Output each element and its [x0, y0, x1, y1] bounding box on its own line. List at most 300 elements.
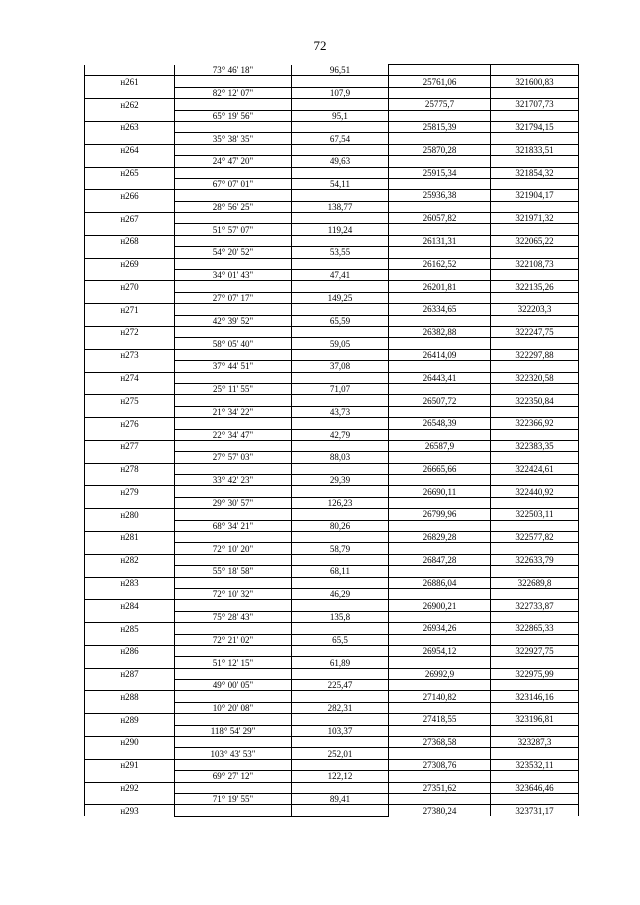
point-id-cell: н266 [85, 190, 175, 201]
table-row-segment [85, 270, 579, 281]
length-cell [292, 486, 389, 497]
point-id-cell [85, 497, 175, 508]
angle-cell: 72° 10' 32" [175, 588, 292, 599]
x-coordinate-cell: 25815,39 [389, 121, 491, 132]
angle-cell: 69° 27' 12" [175, 771, 292, 782]
y-coordinate-cell [491, 87, 579, 98]
table-row-segment [85, 588, 579, 599]
y-coordinate-cell [491, 156, 579, 167]
length-cell: 252,01 [292, 748, 389, 759]
point-id-cell: н287 [85, 668, 175, 679]
point-id-cell [85, 771, 175, 782]
length-cell [292, 714, 389, 725]
angle-cell: 75° 28' 43" [175, 611, 292, 622]
length-cell [292, 737, 389, 748]
angle-cell [175, 759, 292, 770]
point-id-cell [85, 611, 175, 622]
table-row-point [85, 190, 579, 201]
point-id-cell [85, 475, 175, 486]
point-id-cell: н278 [85, 463, 175, 474]
x-coordinate-cell: 26847,28 [389, 554, 491, 565]
x-coordinate-cell: 26162,52 [389, 258, 491, 269]
coordinates-table [84, 64, 579, 817]
point-id-cell [85, 247, 175, 258]
x-coordinate-cell: 26587,9 [389, 440, 491, 451]
point-id-cell [85, 566, 175, 577]
point-id-cell: н284 [85, 600, 175, 611]
point-id-cell: н283 [85, 577, 175, 588]
x-coordinate-cell: 26900,21 [389, 600, 491, 611]
length-cell [292, 463, 389, 474]
table-row-segment [85, 383, 579, 394]
x-coordinate-cell [389, 657, 491, 668]
y-coordinate-cell: 322203,3 [491, 304, 579, 315]
table-row-point [85, 691, 579, 702]
table-row-segment [85, 520, 579, 531]
angle-cell: 42° 39' 52" [175, 315, 292, 326]
length-cell: 68,11 [292, 566, 389, 577]
table-row-segment [85, 611, 579, 622]
length-cell: 107,9 [292, 87, 389, 98]
x-coordinate-cell: 26886,04 [389, 577, 491, 588]
y-coordinate-cell: 321971,32 [491, 213, 579, 224]
x-coordinate-cell [389, 771, 491, 782]
y-coordinate-cell: 321600,83 [491, 76, 579, 87]
table-row-point [85, 805, 579, 816]
angle-cell: 72° 21' 02" [175, 634, 292, 645]
length-cell: 103,37 [292, 725, 389, 736]
length-cell [292, 509, 389, 520]
y-coordinate-cell [491, 110, 579, 121]
point-id-cell [85, 110, 175, 121]
x-coordinate-cell [389, 383, 491, 394]
y-coordinate-cell [491, 588, 579, 599]
y-coordinate-cell: 322440,92 [491, 486, 579, 497]
x-coordinate-cell [389, 270, 491, 281]
table-row-segment [85, 338, 579, 349]
y-coordinate-cell [491, 680, 579, 691]
y-coordinate-cell [491, 361, 579, 372]
length-cell [292, 235, 389, 246]
table-row-point [85, 281, 579, 292]
table-row-segment [85, 292, 579, 303]
angle-cell: 68° 34' 21" [175, 520, 292, 531]
point-id-cell [85, 748, 175, 759]
y-coordinate-cell [491, 201, 579, 212]
angle-cell [175, 99, 292, 110]
x-coordinate-cell: 26443,41 [389, 372, 491, 383]
x-coordinate-cell [389, 680, 491, 691]
y-coordinate-cell: 321904,17 [491, 190, 579, 201]
angle-cell [175, 737, 292, 748]
x-coordinate-cell [389, 588, 491, 599]
y-coordinate-cell [491, 65, 579, 76]
x-coordinate-cell: 26690,11 [389, 486, 491, 497]
point-id-cell: н273 [85, 349, 175, 360]
angle-cell [175, 600, 292, 611]
point-id-cell: н269 [85, 258, 175, 269]
point-id-cell: н277 [85, 440, 175, 451]
x-coordinate-cell [389, 634, 491, 645]
angle-cell: 24° 47' 20" [175, 156, 292, 167]
table-row-point [85, 600, 579, 611]
length-cell: 138,77 [292, 201, 389, 212]
point-id-cell [85, 292, 175, 303]
y-coordinate-cell: 322350,84 [491, 395, 579, 406]
point-id-cell [85, 270, 175, 281]
table-row-segment [85, 566, 579, 577]
table-row-segment [85, 702, 579, 713]
angle-cell [175, 258, 292, 269]
angle-cell: 82° 12' 07" [175, 87, 292, 98]
table-row-segment [85, 748, 579, 759]
length-cell: 59,05 [292, 338, 389, 349]
point-id-cell [85, 87, 175, 98]
angle-cell [175, 395, 292, 406]
x-coordinate-cell: 26665,66 [389, 463, 491, 474]
point-id-cell: н262 [85, 99, 175, 110]
table-row-point [85, 235, 579, 246]
table-row-point [85, 213, 579, 224]
x-coordinate-cell: 25915,34 [389, 167, 491, 178]
y-coordinate-cell: 322975,99 [491, 668, 579, 679]
x-coordinate-cell: 26382,88 [389, 326, 491, 337]
length-cell [292, 395, 389, 406]
table-row-point [85, 76, 579, 87]
x-coordinate-cell [389, 611, 491, 622]
table-row-segment [85, 634, 579, 645]
y-coordinate-cell [491, 497, 579, 508]
length-cell [292, 121, 389, 132]
table-row-segment [85, 247, 579, 258]
table-row-point [85, 486, 579, 497]
y-coordinate-cell: 322733,87 [491, 600, 579, 611]
table-row-point [85, 304, 579, 315]
x-coordinate-cell [389, 794, 491, 805]
length-cell: 96,51 [292, 65, 389, 76]
angle-cell [175, 213, 292, 224]
angle-cell: 49° 00' 05" [175, 680, 292, 691]
y-coordinate-cell: 321794,15 [491, 121, 579, 132]
y-coordinate-cell: 323731,17 [491, 805, 579, 816]
angle-cell [175, 372, 292, 383]
length-cell [292, 76, 389, 87]
x-coordinate-cell [389, 361, 491, 372]
point-id-cell [85, 315, 175, 326]
y-coordinate-cell: 322383,35 [491, 440, 579, 451]
x-coordinate-cell [389, 725, 491, 736]
length-cell [292, 623, 389, 634]
y-coordinate-cell: 322424,61 [491, 463, 579, 474]
table-row-segment [85, 406, 579, 417]
angle-cell: 35° 38' 35" [175, 133, 292, 144]
point-id-cell: н271 [85, 304, 175, 315]
table-row-point [85, 737, 579, 748]
length-cell: 42,79 [292, 429, 389, 440]
y-coordinate-cell [491, 748, 579, 759]
point-id-cell: н265 [85, 167, 175, 178]
x-coordinate-cell: 27140,82 [389, 691, 491, 702]
page-number: 72 [313, 38, 327, 53]
point-id-cell [85, 156, 175, 167]
table-row-point [85, 167, 579, 178]
x-coordinate-cell: 26992,9 [389, 668, 491, 679]
x-coordinate-cell: 27380,24 [389, 805, 491, 816]
length-cell: 67,54 [292, 133, 389, 144]
x-coordinate-cell: 26934,26 [389, 623, 491, 634]
length-cell: 88,03 [292, 452, 389, 463]
length-cell [292, 326, 389, 337]
x-coordinate-cell: 26548,39 [389, 418, 491, 429]
angle-cell: 118° 54' 29" [175, 725, 292, 736]
table-row-segment [85, 133, 579, 144]
table-row-point [85, 395, 579, 406]
angle-cell [175, 805, 292, 816]
table-row-point [85, 440, 579, 451]
x-coordinate-cell [389, 292, 491, 303]
length-cell: 29,39 [292, 475, 389, 486]
y-coordinate-cell [491, 725, 579, 736]
y-coordinate-cell: 322320,58 [491, 372, 579, 383]
point-id-cell [85, 794, 175, 805]
y-coordinate-cell: 322297,88 [491, 349, 579, 360]
y-coordinate-cell [491, 247, 579, 258]
length-cell: 282,31 [292, 702, 389, 713]
length-cell: 122,12 [292, 771, 389, 782]
point-id-cell [85, 634, 175, 645]
y-coordinate-cell: 323532,11 [491, 759, 579, 770]
angle-cell: 72° 10' 20" [175, 543, 292, 554]
length-cell: 65,5 [292, 634, 389, 645]
angle-cell: 67° 07' 01" [175, 178, 292, 189]
angle-cell [175, 190, 292, 201]
table-row-point [85, 121, 579, 132]
y-coordinate-cell [491, 224, 579, 235]
angle-cell: 34° 01' 43" [175, 270, 292, 281]
length-cell: 126,23 [292, 497, 389, 508]
y-coordinate-cell [491, 634, 579, 645]
angle-cell [175, 623, 292, 634]
length-cell [292, 190, 389, 201]
point-id-cell [85, 361, 175, 372]
y-coordinate-cell [491, 292, 579, 303]
length-cell [292, 349, 389, 360]
angle-cell: 54° 20' 52" [175, 247, 292, 258]
table-row-segment [85, 497, 579, 508]
angle-cell [175, 532, 292, 543]
length-cell: 135,8 [292, 611, 389, 622]
point-id-cell [85, 65, 175, 76]
y-coordinate-cell [491, 452, 579, 463]
point-id-cell: н267 [85, 213, 175, 224]
angle-cell [175, 167, 292, 178]
point-id-cell [85, 680, 175, 691]
length-cell: 53,55 [292, 247, 389, 258]
angle-cell: 37° 44' 51" [175, 361, 292, 372]
y-coordinate-cell: 323196,81 [491, 714, 579, 725]
point-id-cell [85, 178, 175, 189]
x-coordinate-cell: 26201,81 [389, 281, 491, 292]
point-id-cell: н279 [85, 486, 175, 497]
length-cell: 37,08 [292, 361, 389, 372]
x-coordinate-cell [389, 497, 491, 508]
x-coordinate-cell: 25936,38 [389, 190, 491, 201]
angle-cell: 25° 11' 55" [175, 383, 292, 394]
table-row-point [85, 144, 579, 155]
y-coordinate-cell: 322865,33 [491, 623, 579, 634]
point-id-cell: н268 [85, 235, 175, 246]
x-coordinate-cell [389, 178, 491, 189]
point-id-cell [85, 201, 175, 212]
length-cell [292, 304, 389, 315]
x-coordinate-cell: 26414,09 [389, 349, 491, 360]
angle-cell: 51° 57' 07" [175, 224, 292, 235]
y-coordinate-cell [491, 315, 579, 326]
y-coordinate-cell [491, 270, 579, 281]
y-coordinate-cell [491, 702, 579, 713]
angle-cell: 33° 42' 23" [175, 475, 292, 486]
point-id-cell [85, 383, 175, 394]
x-coordinate-cell: 27308,76 [389, 759, 491, 770]
angle-cell: 58° 05' 40" [175, 338, 292, 349]
x-coordinate-cell: 26507,72 [389, 395, 491, 406]
table-row-point [85, 326, 579, 337]
length-cell [292, 99, 389, 110]
y-coordinate-cell: 322135,26 [491, 281, 579, 292]
x-coordinate-cell [389, 543, 491, 554]
table-row-segment [85, 156, 579, 167]
table-row-point [85, 645, 579, 656]
length-cell [292, 258, 389, 269]
x-coordinate-cell: 25870,28 [389, 144, 491, 155]
table-row-point [85, 418, 579, 429]
x-coordinate-cell [389, 566, 491, 577]
x-coordinate-cell [389, 247, 491, 258]
angle-cell [175, 440, 292, 451]
y-coordinate-cell [491, 475, 579, 486]
point-id-cell [85, 429, 175, 440]
x-coordinate-cell: 27368,58 [389, 737, 491, 748]
length-cell [292, 600, 389, 611]
table-row-point [85, 668, 579, 679]
length-cell [292, 167, 389, 178]
x-coordinate-cell: 25761,06 [389, 76, 491, 87]
angle-cell [175, 509, 292, 520]
point-id-cell: н276 [85, 418, 175, 429]
y-coordinate-cell [491, 543, 579, 554]
point-id-cell [85, 588, 175, 599]
y-coordinate-cell: 322927,75 [491, 645, 579, 656]
y-coordinate-cell: 322108,73 [491, 258, 579, 269]
point-id-cell: н264 [85, 144, 175, 155]
angle-cell: 10° 20' 08" [175, 702, 292, 713]
angle-cell [175, 76, 292, 87]
angle-cell: 51° 12' 15" [175, 657, 292, 668]
angle-cell [175, 281, 292, 292]
length-cell: 71,07 [292, 383, 389, 394]
table-row-segment [85, 452, 579, 463]
table-row-segment [85, 110, 579, 121]
point-id-cell [85, 406, 175, 417]
x-coordinate-cell [389, 452, 491, 463]
y-coordinate-cell [491, 794, 579, 805]
length-cell: 149,25 [292, 292, 389, 303]
y-coordinate-cell [491, 611, 579, 622]
y-coordinate-cell: 322247,75 [491, 326, 579, 337]
y-coordinate-cell: 321833,51 [491, 144, 579, 155]
table-row-segment [85, 475, 579, 486]
table-row-point [85, 258, 579, 269]
table-row-segment [85, 429, 579, 440]
point-id-cell: н275 [85, 395, 175, 406]
point-id-cell: н263 [85, 121, 175, 132]
point-id-cell: н291 [85, 759, 175, 770]
point-id-cell: н292 [85, 782, 175, 793]
angle-cell: 71° 19' 55" [175, 794, 292, 805]
angle-cell [175, 782, 292, 793]
table-row-segment [85, 315, 579, 326]
angle-cell [175, 121, 292, 132]
table-row-segment [85, 65, 579, 76]
angle-cell [175, 418, 292, 429]
table-row-segment [85, 178, 579, 189]
length-cell [292, 782, 389, 793]
x-coordinate-cell [389, 156, 491, 167]
y-coordinate-cell [491, 771, 579, 782]
x-coordinate-cell [389, 748, 491, 759]
x-coordinate-cell [389, 315, 491, 326]
x-coordinate-cell: 27351,62 [389, 782, 491, 793]
angle-cell [175, 349, 292, 360]
table-row-point [85, 759, 579, 770]
length-cell [292, 532, 389, 543]
table-row-point [85, 577, 579, 588]
angle-cell: 29° 30' 57" [175, 497, 292, 508]
x-coordinate-cell: 26334,65 [389, 304, 491, 315]
point-id-cell: н272 [85, 326, 175, 337]
y-coordinate-cell: 322065,22 [491, 235, 579, 246]
length-cell: 95,1 [292, 110, 389, 121]
y-coordinate-cell [491, 657, 579, 668]
angle-cell [175, 326, 292, 337]
table-row-segment [85, 543, 579, 554]
x-coordinate-cell: 26954,12 [389, 645, 491, 656]
y-coordinate-cell: 323287,3 [491, 737, 579, 748]
length-cell [292, 418, 389, 429]
y-coordinate-cell: 322633,79 [491, 554, 579, 565]
table-row-segment [85, 87, 579, 98]
point-id-cell [85, 338, 175, 349]
x-coordinate-cell [389, 110, 491, 121]
angle-cell [175, 235, 292, 246]
point-id-cell: н286 [85, 645, 175, 656]
point-id-cell [85, 133, 175, 144]
length-cell: 225,47 [292, 680, 389, 691]
y-coordinate-cell: 323646,46 [491, 782, 579, 793]
angle-cell: 55° 18' 58" [175, 566, 292, 577]
angle-cell [175, 691, 292, 702]
angle-cell [175, 554, 292, 565]
angle-cell [175, 144, 292, 155]
point-id-cell: н289 [85, 714, 175, 725]
length-cell [292, 372, 389, 383]
angle-cell: 28° 56' 25" [175, 201, 292, 212]
point-id-cell: н282 [85, 554, 175, 565]
angle-cell [175, 668, 292, 679]
length-cell: 54,11 [292, 178, 389, 189]
x-coordinate-cell: 25775,7 [389, 99, 491, 110]
y-coordinate-cell: 322366,92 [491, 418, 579, 429]
